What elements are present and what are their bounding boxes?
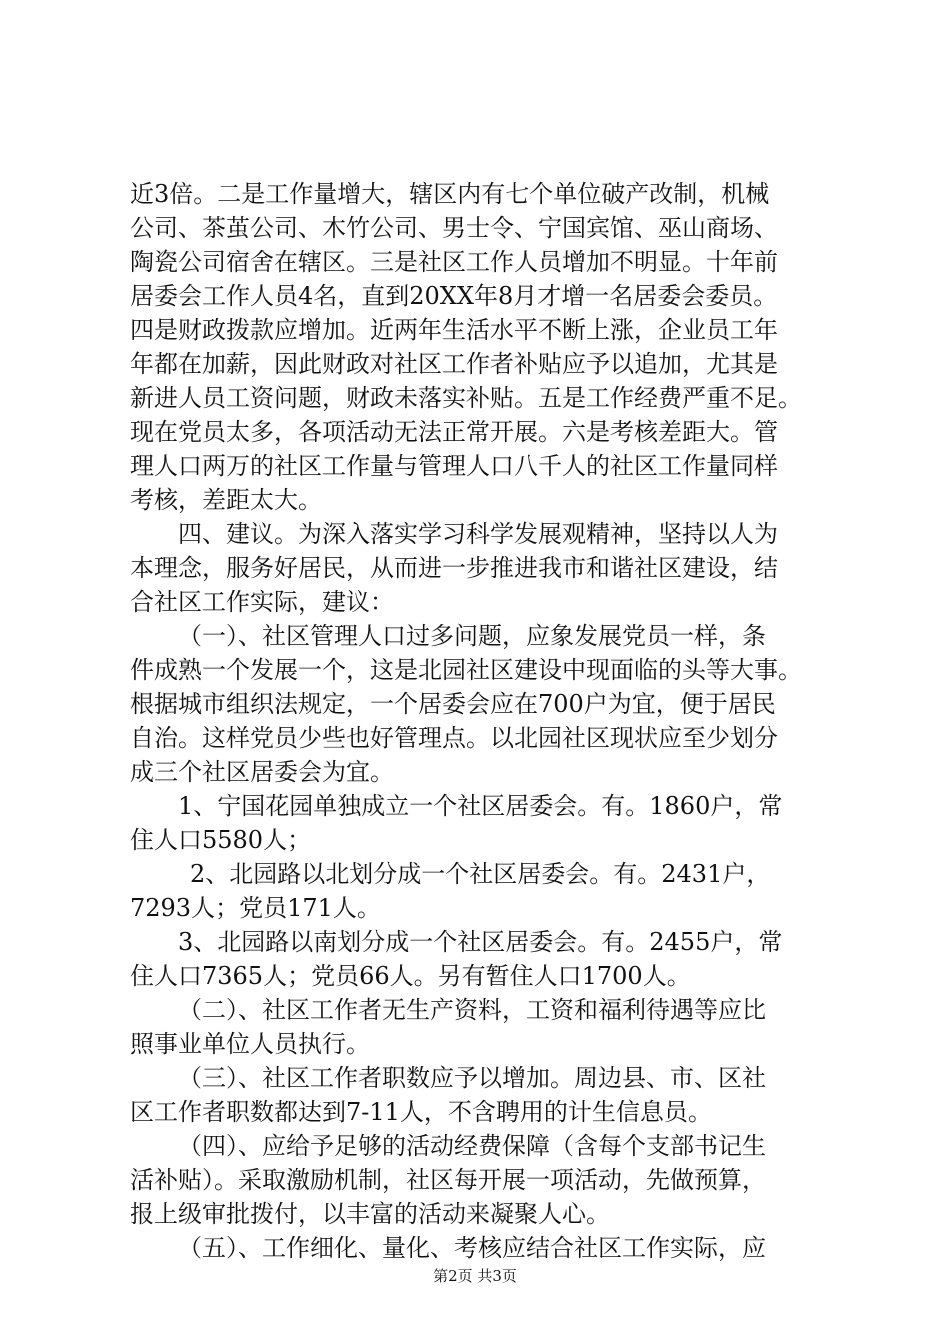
text-line: 近3倍。二是工作量增大，辖区内有七个单位破产改制，机械: [130, 180, 770, 208]
list-item-line: 3、北园路以南划分成一个社区居委会。有。2455户，常: [178, 928, 783, 956]
text-line: 居委会工作人员4名，直到20XX年8月才增一名居委会委员。: [130, 282, 778, 310]
subsection-line: （四）、应给予足够的活动经费保障（含每个支部书记生: [178, 1132, 766, 1160]
subsection-line: （一）、社区管理人口过多问题，应象发展党员一样，条: [178, 622, 766, 650]
text-line: 活补贴）。采取激励机制，社区每开展一项活动，先做预算，: [130, 1166, 766, 1194]
text-line: 住人口7365人；党员66人。另有暂住人口1700人。: [130, 962, 691, 990]
list-item-line: 1、宁国花园单独成立一个社区居委会。有。1860户，常: [178, 792, 783, 820]
text-line: 本理念，服务好居民，从而进一步推进我市和谐社区建设，结: [130, 554, 778, 582]
text-line: 四是财政拨款应增加。近两年生活水平不断上涨，企业员工年: [130, 316, 778, 344]
page-footer: 第2页 共3页: [433, 1267, 517, 1285]
text-line: 件成熟一个发展一个，这是北园社区建设中现面临的头等大事。: [130, 656, 802, 684]
text-line: 现在党员太多，各项活动无法正常开展。六是考核差距大。管: [130, 418, 778, 446]
text-line: 住人口5580人；: [130, 826, 312, 854]
section-heading-line: 四、建议。为深入落实学习科学发展观精神，坚持以人为: [178, 520, 778, 548]
text-line: 照事业单位人员执行。: [130, 1030, 370, 1058]
text-line: 合社区工作实际，建议：: [130, 588, 394, 616]
text-line: 自治。这样党员少些也好管理点。以北园社区现状应至少划分: [130, 724, 778, 752]
subsection-line: （三）、社区工作者职数应予以增加。周边县、市、区社: [178, 1064, 766, 1092]
text-line: 考核，差距太大。: [130, 486, 322, 514]
text-line: 区工作者职数都达到7-11人，不含聘用的计生信息员。: [130, 1098, 712, 1126]
list-item-line: 2、北园路以北划分成一个社区居委会。有。2431户，: [190, 860, 771, 888]
text-line: 成三个社区居委会为宜。: [130, 758, 394, 786]
subsection-line: （五）、工作细化、量化、考核应结合社区工作实际，应: [178, 1234, 766, 1262]
subsection-line: （二）、社区工作者无生产资料，工资和福利待遇等应比: [178, 996, 766, 1024]
text-line: 新进人员工资问题，财政未落实补贴。五是工作经费严重不足。: [130, 384, 802, 412]
text-line: 根据城市组织法规定，一个居委会应在700户为宜，便于居民: [130, 690, 776, 718]
text-line: 理人口两万的社区工作量与管理人口八千人的社区工作量同样: [130, 452, 778, 480]
text-line: 年都在加薪，因此财政对社区工作者补贴应予以追加，尤其是: [130, 350, 778, 378]
text-line: 7293人；党员171人。: [130, 894, 381, 922]
text-line: 公司、茶茧公司、木竹公司、男士令、宁国宾馆、巫山商场、: [130, 214, 778, 242]
text-line: 报上级审批拨付，以丰富的活动来凝聚人心。: [130, 1200, 610, 1228]
text-line: 陶瓷公司宿舍在辖区。三是社区工作人员增加不明显。十年前: [130, 248, 778, 276]
